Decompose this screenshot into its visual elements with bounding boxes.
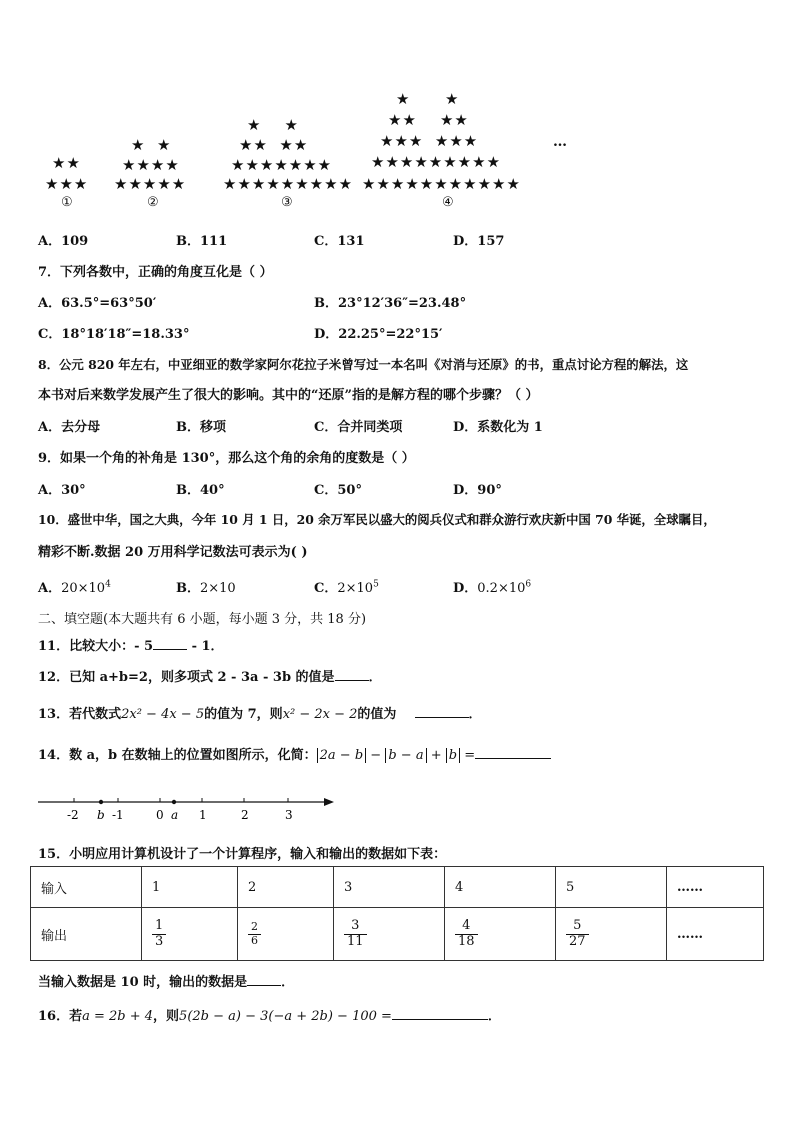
table-row-input	[31, 867, 764, 908]
q10-option-c-value: 2×10	[337, 581, 374, 596]
q10-option-d-value: 0.2×10	[477, 581, 526, 596]
q8-option-d: D．系数化为 1	[453, 420, 543, 435]
q7-stem: 7．下列各数中，正确的角度互化是（ ）	[38, 265, 273, 280]
q12-answer-blank[interactable]	[335, 668, 369, 681]
q10-option-c	[314, 577, 379, 596]
fig4-label: ④	[442, 195, 454, 210]
q11-suffix: - 1．	[187, 639, 224, 654]
q14-minus: −	[366, 748, 386, 763]
q9-stem: 9．如果一个角的补角是 130°，那么这个角的余角的度数是（ ）	[38, 451, 415, 466]
fraction	[455, 919, 478, 949]
q10-option-b-letter: B．	[176, 581, 200, 596]
q10-stem-line2: 精彩不断.数据 20 万用科学记数法可表示为( )	[38, 545, 308, 560]
fraction	[152, 919, 166, 949]
input-cell: 1	[142, 867, 238, 908]
fig2-label: ②	[147, 195, 159, 210]
fraction	[566, 919, 589, 949]
q9-option-c: C．50°	[314, 483, 362, 498]
fig2-row-1: ★ ★	[131, 136, 172, 154]
q15-followup	[38, 971, 294, 990]
q6-option-a: A．109	[38, 234, 89, 249]
q14-equals: =	[460, 748, 476, 763]
q9-option-d: D．90°	[453, 483, 502, 498]
q7-option-b: B．23°12′36″=23.48°	[314, 296, 467, 311]
label-b: b	[97, 808, 105, 822]
fig4-row-2: ★★ ★★	[388, 111, 469, 129]
fig1-label: ①	[61, 195, 73, 210]
q14-plus: +	[426, 748, 446, 763]
fig4-row-1: ★ ★	[396, 90, 460, 108]
fraction	[248, 921, 261, 946]
fig1-row-1: ★★	[52, 154, 81, 172]
q6-option-b: B．111	[176, 234, 228, 249]
q10-option-d	[453, 577, 531, 596]
output-cell	[445, 908, 556, 961]
q13-prefix: 13．若代数式	[38, 707, 122, 722]
row-header-output: 输出	[31, 908, 142, 961]
q7-option-a: A．63.5°=63°50′	[38, 296, 157, 311]
q13-expr2: x² − 2x − 2	[282, 707, 358, 722]
denominator: 11	[347, 933, 364, 949]
fig1-row-2: ★★★	[45, 175, 89, 193]
section-heading-fill-in: 二、填空题(本大题共有 6 小题，每小题 3 分，共 18 分)	[38, 612, 367, 627]
q11	[38, 635, 224, 654]
q10-option-b	[176, 577, 236, 596]
q10-option-a-letter: A．	[38, 581, 62, 596]
q6-option-c: C．131	[314, 234, 365, 249]
output-cell	[556, 908, 667, 961]
fig4-row-5: ★★★★★★★★★★★	[362, 175, 521, 193]
fig2-row-2: ★★★★	[122, 156, 180, 174]
q11-prefix: 11．比较大小：- 5	[38, 639, 154, 654]
label-3: 3	[285, 808, 293, 822]
input-cell: 4	[445, 867, 556, 908]
q8-stem-line1: 8．公元 820 年左右，中亚细亚的数学家阿尔花拉子米曾写过一本名叫《对消与还原》的书，重点讨论方程的解法，这	[38, 357, 689, 372]
label-1: 1	[199, 808, 207, 822]
input-cell-ellipsis: ……	[667, 867, 764, 908]
fig2-row-3: ★★★★★	[114, 175, 187, 193]
q8-option-a: A．去分母	[38, 420, 101, 435]
q16-middle: ，则	[153, 1009, 180, 1024]
label-minus-2: -2	[67, 808, 79, 822]
q14-term1: 2a − b	[317, 748, 367, 763]
q16-given: a = 2b + 4	[82, 1009, 154, 1024]
point-b	[99, 800, 103, 804]
fig4-row-3: ★★★ ★★★	[380, 132, 479, 150]
q10-option-c-exp: 5	[373, 579, 379, 590]
q15-answer-blank[interactable]	[247, 973, 281, 986]
input-cell: 3	[334, 867, 445, 908]
q12-prefix: 12．已知 a+b=2，则多项式 2 - 3a - 3b 的值是	[38, 670, 335, 685]
fig3-row-3: ★★★★★★★	[231, 156, 333, 174]
number-line	[36, 790, 336, 824]
q10-option-d-letter: D．	[453, 581, 478, 596]
q8-option-b: B．移项	[176, 420, 226, 435]
q7-option-d: D．22.25°=22°15′	[314, 327, 443, 342]
q10-option-a-exp: 4	[105, 579, 111, 590]
q10-option-b-value: 2×10	[200, 581, 236, 596]
q9-option-b: B．40°	[176, 483, 225, 498]
q9-option-a: A．30°	[38, 483, 86, 498]
fig4-row-4: ★★★★★★★★★	[371, 153, 502, 171]
label-2: 2	[241, 808, 249, 822]
fig3-row-4: ★★★★★★★★★	[223, 175, 354, 193]
q16-prefix: 16．若	[38, 1009, 83, 1024]
q12	[38, 666, 382, 685]
q10-option-a-value: 20×10	[61, 581, 106, 596]
input-cell: 5	[556, 867, 667, 908]
point-a	[172, 800, 176, 804]
output-cell	[334, 908, 445, 961]
q13-middle: 的值为 7，则	[204, 707, 283, 722]
output-cell-ellipsis: ……	[667, 908, 764, 961]
q10-stem-line1: 10．盛世中华，国之大典，今年 10 月 1 日，20 余万军民以盛大的阅兵仪式和群众游行欢庆新中国 70 华诞，全球瞩目，	[38, 512, 716, 527]
q10-option-d-exp: 6	[525, 579, 532, 590]
fig3-label: ③	[281, 195, 293, 210]
q14-prefix: 14．数 a，b 在数轴上的位置如图所示，化简：	[38, 748, 317, 763]
numerator: 2	[248, 921, 261, 934]
q8-option-c: C．合并同类项	[314, 420, 403, 435]
q14-term3: b	[446, 748, 460, 763]
numerator: 4	[455, 919, 478, 934]
label-0: 0	[156, 808, 164, 822]
q16	[38, 1005, 501, 1024]
q13-end: ．	[468, 707, 482, 722]
denominator: 6	[251, 933, 258, 947]
label-minus-1: -1	[112, 808, 124, 822]
input-cell: 2	[238, 867, 334, 908]
q14-answer-blank[interactable]	[475, 746, 551, 759]
io-table	[30, 866, 764, 961]
denominator: 27	[569, 933, 586, 949]
q16-answer-blank[interactable]	[392, 1007, 488, 1020]
denominator: 3	[155, 933, 164, 949]
q12-suffix: ．	[368, 670, 382, 685]
number-line-arrow	[324, 798, 334, 806]
label-a: a	[171, 808, 179, 822]
row-header-input: 输入	[31, 867, 142, 908]
numerator: 3	[344, 919, 367, 934]
q15-followup-end: ．	[281, 975, 295, 990]
table-row-output	[31, 908, 764, 961]
q16-expression: 5(2b − a) − 3(−a + 2b) − 100 =	[179, 1009, 392, 1024]
q13	[38, 703, 482, 722]
q7-option-c: C．18°18′18″=18.33°	[38, 327, 190, 342]
q10-option-a	[38, 577, 111, 596]
q13-suffix: 的值为	[357, 707, 397, 722]
q15-followup-text: 当输入数据是 10 时，输出的数据是	[38, 975, 248, 990]
fig3-row-1: ★ ★	[247, 116, 299, 134]
numerator: 5	[566, 919, 589, 934]
q14-term2: b − a	[385, 748, 426, 763]
q6-option-d: D．157	[453, 234, 505, 249]
denominator: 18	[458, 933, 475, 949]
output-cell	[238, 908, 334, 961]
q13-expr1: 2x² − 4x − 5	[121, 707, 205, 722]
q15-stem: 15．小明应用计算机设计了一个计算程序，输入和输出的数据如下表：	[38, 847, 447, 862]
q14	[38, 744, 551, 763]
numerator: 1	[152, 919, 166, 934]
fraction	[344, 919, 367, 949]
fig3-row-2: ★★ ★★	[239, 136, 309, 154]
output-cell	[142, 908, 238, 961]
figure-ellipsis: …	[553, 134, 567, 150]
q11-answer-blank[interactable]	[153, 637, 187, 650]
q10-option-c-letter: C．	[314, 581, 338, 596]
q13-answer-blank[interactable]	[415, 705, 469, 718]
q14-expression	[317, 748, 475, 763]
q8-stem-line2: 本书对后来数学发展产生了很大的影响。其中的“还原”指的是解方程的哪个步骤？（ ）	[38, 388, 539, 403]
q16-end: ．	[487, 1009, 501, 1024]
